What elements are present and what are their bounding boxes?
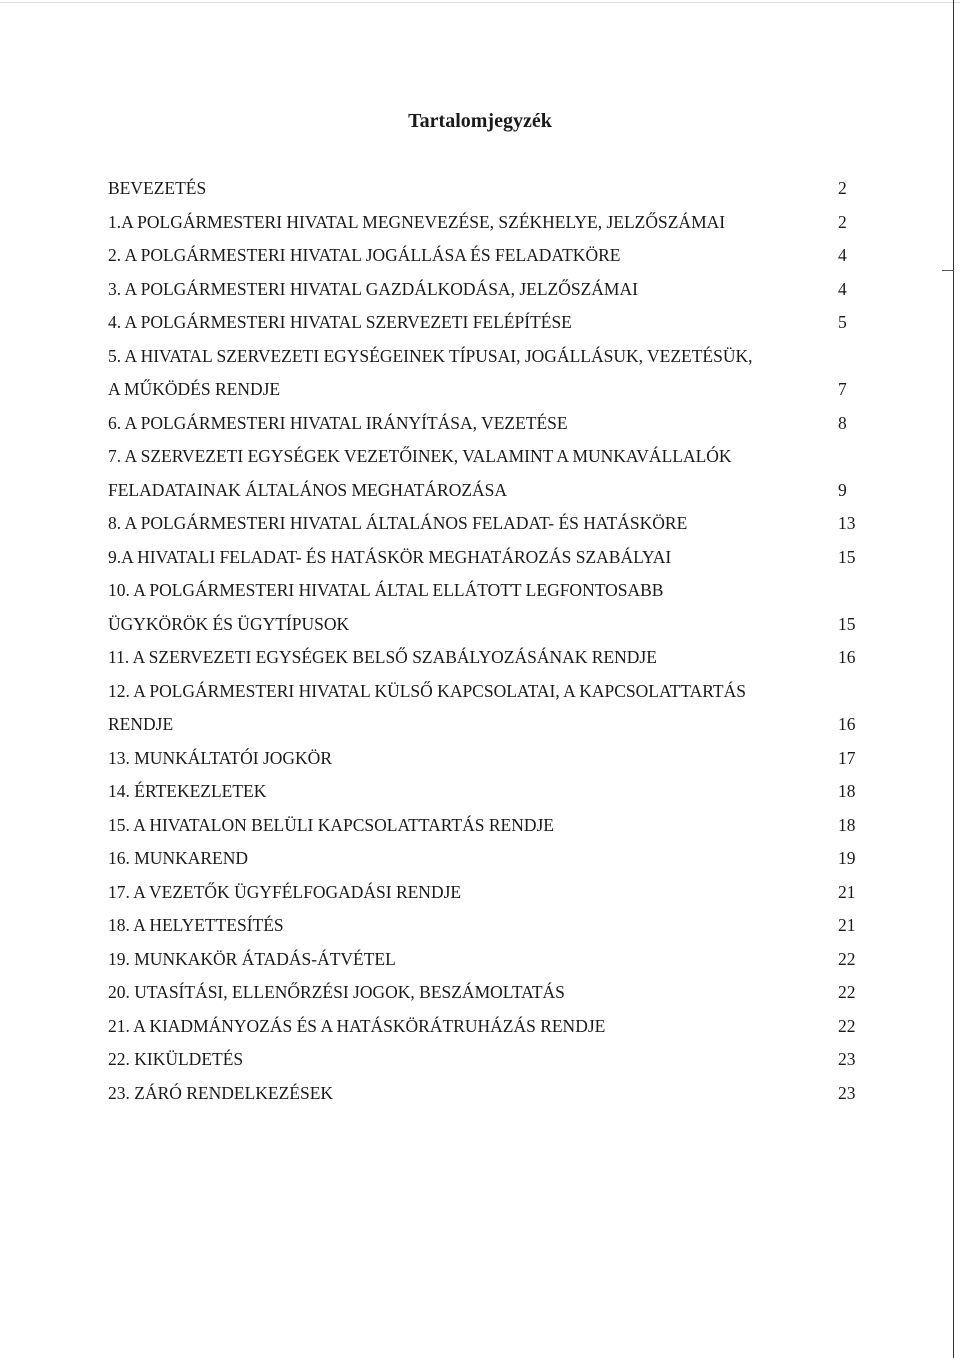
toc-page-number: 13 bbox=[838, 513, 856, 533]
toc-entry: 18. A HELYETTESÍTÉS bbox=[108, 915, 284, 935]
toc-page-number: 23 bbox=[838, 1049, 856, 1069]
toc-page-number: 4 bbox=[838, 245, 847, 265]
toc-page-number: 21 bbox=[838, 882, 856, 902]
toc-page-number: 23 bbox=[838, 1083, 856, 1103]
toc-page-number: 17 bbox=[838, 748, 856, 768]
toc-entry: 15. A HIVATALON BELÜLI KAPCSOLATTARTÁS RENDJE bbox=[108, 815, 554, 835]
toc-entry: 10. A POLGÁRMESTERI HIVATAL ÁLTAL ELLÁTOTT LEGFONTOSABB bbox=[108, 580, 664, 600]
toc-entry: 2. A POLGÁRMESTERI HIVATAL JOGÁLLÁSA ÉS FELADATKÖRE bbox=[108, 245, 621, 265]
toc-page-number: 16 bbox=[838, 647, 856, 667]
toc-page-number: 2 bbox=[838, 178, 847, 198]
toc-entry: 8. A POLGÁRMESTERI HIVATAL ÁLTALÁNOS FELADAT- ÉS HATÁSKÖRE bbox=[108, 513, 688, 533]
toc-entry: 22. KIKÜLDETÉS bbox=[108, 1049, 244, 1069]
toc-entry: 5. A HIVATAL SZERVEZETI EGYSÉGEINEK TÍPUSAI, JOGÁLLÁSUK, VEZETÉSÜK, bbox=[108, 346, 753, 366]
toc-page-number: 22 bbox=[838, 1016, 856, 1036]
toc-entry: 17. A VEZETŐK ÜGYFÉLFOGADÁSI RENDJE bbox=[108, 882, 462, 902]
toc-entry: 11. A SZERVEZETI EGYSÉGEK BELSŐ SZABÁLYOZÁSÁNAK RENDJE bbox=[108, 647, 657, 667]
toc-page-number: 19 bbox=[838, 848, 856, 868]
toc-entry: 3. A POLGÁRMESTERI HIVATAL GAZDÁLKODÁSA, JELZŐSZÁMAI bbox=[108, 279, 638, 299]
toc-entry: 20. UTASÍTÁSI, ELLENŐRZÉSI JOGOK, BESZÁMOLTATÁS bbox=[108, 982, 565, 1002]
toc-page-number: 22 bbox=[838, 949, 856, 969]
toc-entry: 21. A KIADMÁNYOZÁS ÉS A HATÁSKÖRÁTRUHÁZÁS RENDJE bbox=[108, 1016, 606, 1036]
toc-entry: 9.A HIVATALI FELADAT- ÉS HATÁSKÖR MEGHATÁROZÁS SZABÁLYAI bbox=[108, 547, 672, 567]
toc-entry: 4. A POLGÁRMESTERI HIVATAL SZERVEZETI FELÉPÍTÉSE bbox=[108, 312, 572, 332]
toc-page-number: 18 bbox=[838, 781, 856, 801]
toc-page-number: 16 bbox=[838, 714, 856, 734]
toc-entry: 23. ZÁRÓ RENDELKEZÉSEK bbox=[108, 1083, 334, 1103]
toc-entry: ÜGYKÖRÖK ÉS ÜGYTÍPUSOK bbox=[108, 614, 350, 634]
toc-entry: 19. MUNKAKÖR ÁTADÁS-ÁTVÉTEL bbox=[108, 949, 396, 969]
toc-page-number: 2 bbox=[838, 212, 847, 232]
toc-entry: 1.A POLGÁRMESTERI HIVATAL MEGNEVEZÉSE, SZÉKHELYE, JELZŐSZÁMAI bbox=[108, 212, 726, 232]
toc-entry: 6. A POLGÁRMESTERI HIVATAL IRÁNYÍTÁSA, VEZETÉSE bbox=[108, 413, 568, 433]
toc-page-number: 8 bbox=[838, 413, 847, 433]
toc-page-number: 15 bbox=[838, 614, 856, 634]
toc-page-number: 18 bbox=[838, 815, 856, 835]
toc-page-number: 22 bbox=[838, 982, 856, 1002]
scan-top-edge bbox=[0, 2, 960, 3]
scan-right-edge bbox=[953, 0, 954, 1358]
toc-entry: 12. A POLGÁRMESTERI HIVATAL KÜLSŐ KAPCSOLATAI, A KAPCSOLATTARTÁS bbox=[108, 681, 746, 701]
toc-page-number: 9 bbox=[838, 480, 847, 500]
toc-entry: BEVEZETÉS bbox=[108, 178, 207, 198]
toc-entry: RENDJE bbox=[108, 714, 174, 734]
toc-entry: 7. A SZERVEZETI EGYSÉGEK VEZETŐINEK, VALAMINT A MUNKAVÁLLALÓK bbox=[108, 446, 732, 466]
toc-entry: 13. MUNKÁLTATÓI JOGKÖR bbox=[108, 748, 332, 768]
toc-entry: 16. MUNKAREND bbox=[108, 848, 248, 868]
toc-entry: FELADATAINAK ÁLTALÁNOS MEGHATÁROZÁSA bbox=[108, 480, 508, 500]
toc-entry: 14. ÉRTEKEZLETEK bbox=[108, 781, 267, 801]
toc-page-number: 5 bbox=[838, 312, 847, 332]
page-title: Tartalomjegyzék bbox=[408, 110, 552, 132]
toc-page-number: 7 bbox=[838, 379, 847, 399]
toc-page-number: 4 bbox=[838, 279, 847, 299]
toc-entry: A MŰKÖDÉS RENDJE bbox=[108, 379, 281, 399]
toc-page-number: 21 bbox=[838, 915, 856, 935]
margin-tick bbox=[942, 270, 954, 271]
toc-page-number: 15 bbox=[838, 547, 856, 567]
